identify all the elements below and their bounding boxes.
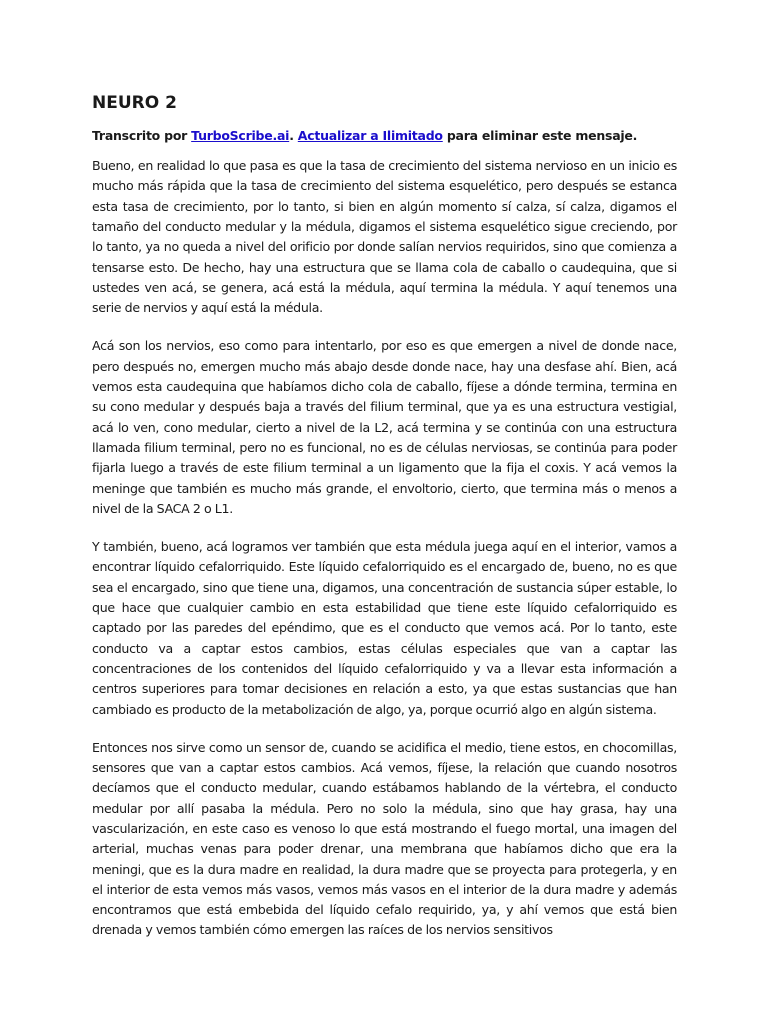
turboscribe-link[interactable]: TurboScribe.ai — [191, 128, 290, 144]
upgrade-unlimited-link[interactable]: Actualizar a Ilimitado — [297, 128, 443, 144]
banner-separator: . — [289, 128, 298, 144]
paragraph-1: Bueno, en realidad lo que pasa es que la tasa de crecimiento del sistema nervioso en un inicio es mucho más rápida que la tasa de crecimiento del sistema esquelético, pero después se estanca esta tasa de crecimiento, por lo tanto, si bien en algún momento sí calza, sí calza, digamos el tamaño del conducto medular y la médula, digamos el sistema esquelético sigue creciendo, por lo tanto, ya no queda a nivel del orificio por donde salían nervios requiridos, sino que comienza a tensarse esto. De hecho, hay una estructura que se llama cola de caballo o caudequina, que si ustedes ven acá, se genera, acá está la médula, aquí termina la médula. Y aquí tenemos una serie de nervios y aquí está la médula. — [92, 158, 677, 316]
paragraph-3: Y también, bueno, acá logramos ver también que esta médula juega aquí en el interior, vamos a encontrar líquido cefalorriquido. Este líquido cefalorriquido es el encargado de, bueno, no es que sea el encargado, sino que tiene una, digamos, una concentración de sustancia súper estable, lo que hace que cualquier cambio en esta estabilidad que tiene este líquido cefalorriquido es captado por las paredes del epéndimo, que es el conducto que vemos acá. Por lo tanto, este conducto va a captar estos cambios, estas células especiales que van a captar las concentraciones de los contenidos del líquido cefalorriquido y va a llevar esta información a centros superiores para tomar decisiones en relación a esto, ya que estas sustancias que han cambiado es producto de la metabolización de algo, ya, porque ocurrió algo en algún sistema. — [92, 539, 677, 717]
document-title: NEURO 2 — [92, 93, 177, 113]
banner-prefix: Transcrito por — [92, 128, 192, 144]
paragraph-2: Acá son los nervios, eso como para intentarlo, por eso es que emergen a nivel de donde nace, pero después no, emergen mucho más abajo desde donde nace, hay una desfase ahí. Bien, acá vemos esta caudequina que habíamos dicho cola de caballo, fíjese a dónde termina, termina en su cono medular y después baja a través del filium terminal, que ya es una estructura vestigial, acá lo ven, cono medular, cierto a nivel de la L2, acá termina y se continúa con una estructura llamada filium terminal, pero no es funcional, no es de células nerviosas, se continúa para poder fijarla luego a través de este filium terminal a un ligamento que la fija el coxis. Y acá vemos la meninge que también es mucho más grande, el envoltorio, cierto, que termina más o menos a nivel de la SACA 2 o L1. — [92, 338, 677, 516]
document-page — [92, 92, 677, 959]
banner-suffix: para eliminar este mensaje. — [442, 128, 638, 144]
paragraph-4: Entonces nos sirve como un sensor de, cuando se acidifica el medio, tiene estos, en chocomillas, sensores que van a captar estos cambios. Acá vemos, fíjese, la relación que cuando nosotros decíamos que el conducto medular, cuando estábamos hablando de la vértebra, el conducto medular por allí pasaba la médula. Pero no solo la médula, sino que hay grasa, hay una vascularización, en este caso es venoso lo que está mostrando el fuego mortal, una imagen del arterial, muchas venas para poder drenar, una membrana que habíamos dicho que era la meningi, que es la dura madre en realidad, la dura madre que se proyecta para protegerla, y en el interior de esta vemos más vasos, vemos más vasos en el interior de la dura madre y además encontramos que está embebida del líquido cefalo requirido, ya, y ahí vemos que está bien drenada y vemos también cómo emergen las raíces de los nervios sensitivos — [92, 739, 677, 938]
transcription-banner — [92, 126, 677, 146]
